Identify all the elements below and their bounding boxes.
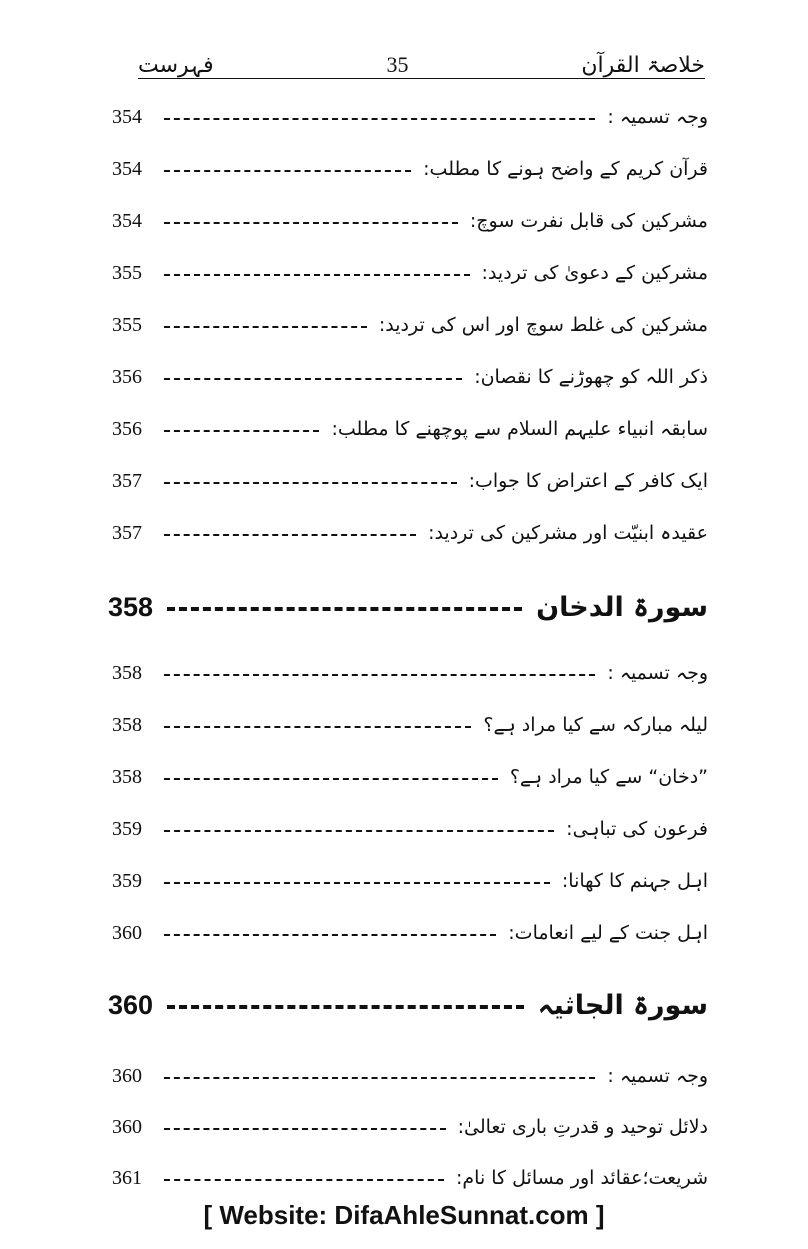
toc-entry[interactable]: [112, 357, 708, 397]
entry-page-number: 358: [112, 661, 142, 684]
dotted-leader: [164, 934, 496, 936]
entry-page-number: 360: [112, 921, 142, 944]
toc-entry[interactable]: [112, 253, 708, 293]
entry-title: قرآن کریم کے واضح ہونے کا مطلب:: [423, 158, 708, 180]
entry-title: دلائل توحید و قدرتِ باری تعالیٰ:: [457, 1116, 708, 1138]
entry-title: ذکر اللہ کو چھوڑنے کا نقصان:: [474, 366, 708, 388]
dotted-leader: [164, 326, 367, 328]
entry-title: شریعت؛عقائد اور مسائل کا نام:: [455, 1167, 708, 1189]
website-footer: [ Website: DifaAhleSunnat.com ]: [203, 1200, 605, 1230]
entry-page-number: 360: [112, 1064, 142, 1087]
dotted-leader: [164, 1128, 446, 1130]
dotted-leader: [164, 222, 458, 224]
toc-entry[interactable]: [112, 809, 708, 849]
entry-title: مشرکین کے دعویٰ کی تردید:: [481, 262, 708, 284]
entry-page-number: 356: [112, 365, 142, 388]
toc-entry[interactable]: [112, 149, 708, 189]
entry-title: اہل جنت کے لیے انعامات:: [508, 922, 708, 944]
entry-title: وجہ تسمیہ :: [607, 106, 708, 128]
entry-title: مشرکین کی قابل نفرت سوچ:: [469, 210, 708, 232]
entry-title: ایک کافر کے اعتراض کا جواب:: [468, 470, 708, 492]
section-label: فہرست: [138, 53, 214, 78]
entry-title: سابقہ انبیاء علیہم السلام سے پوچھنے کا مطلب:: [331, 418, 708, 440]
dotted-leader: [164, 118, 595, 120]
toc-entry[interactable]: [112, 1107, 708, 1147]
toc-entry[interactable]: [112, 305, 708, 345]
toc-entry[interactable]: [112, 1158, 708, 1198]
dotted-leader: [164, 726, 471, 728]
section-heading-dukhan[interactable]: [108, 582, 708, 632]
entry-title: مشرکین کی غلط سوچ اور اس کی تردید:: [378, 314, 708, 336]
toc-entry[interactable]: [112, 913, 708, 953]
dotted-leader: [164, 274, 470, 276]
entry-title: اہل جہنم کا کھانا:: [561, 870, 708, 892]
entry-page-number: 354: [112, 105, 142, 128]
entry-page-number: 355: [112, 261, 142, 284]
entry-page-number: 357: [112, 469, 142, 492]
entry-page-number: 360: [112, 1115, 142, 1138]
entry-page-number: 356: [112, 417, 142, 440]
dotted-leader: [164, 482, 457, 484]
section-page-number: 358: [108, 591, 154, 622]
dotted-leader: [164, 778, 498, 780]
section-title: سورۃ الدخان: [536, 591, 708, 623]
entry-title: ”دخان“ سے کیا مراد ہے؟: [509, 766, 708, 788]
entry-page-number: 359: [112, 817, 142, 840]
section-heading-jathiya[interactable]: [108, 980, 708, 1030]
dotted-leader: [164, 830, 554, 832]
toc-entry[interactable]: [112, 513, 708, 553]
page-header: [138, 44, 705, 79]
entry-page-number: 358: [112, 765, 142, 788]
dashed-leader: [167, 1005, 524, 1009]
entry-title: فرعون کی تباہی:: [566, 818, 708, 840]
entry-page-number: 355: [112, 313, 142, 336]
dotted-leader: [164, 170, 411, 172]
toc-entry[interactable]: [112, 1056, 708, 1096]
dotted-leader: [164, 1179, 444, 1181]
entry-title: وجہ تسمیہ :: [607, 662, 708, 684]
toc-entry[interactable]: [112, 757, 708, 797]
toc-entry[interactable]: [112, 705, 708, 745]
toc-entry[interactable]: [112, 461, 708, 501]
entry-page-number: 358: [112, 713, 142, 736]
toc-entry[interactable]: [112, 201, 708, 241]
dotted-leader: [164, 882, 550, 884]
entry-title: وجہ تسمیہ :: [607, 1065, 708, 1087]
dotted-leader: [164, 1077, 595, 1079]
entry-page-number: 361: [112, 1166, 142, 1189]
toc-entry[interactable]: [112, 653, 708, 693]
toc-entry[interactable]: [112, 97, 708, 137]
section-title: سورۃ الجاثیہ: [537, 989, 708, 1021]
entry-page-number: 354: [112, 209, 142, 232]
toc-entry[interactable]: [112, 409, 708, 449]
entry-title: لیلہ مبارکہ سے کیا مراد ہے؟: [483, 714, 708, 736]
toc-entry[interactable]: [112, 861, 708, 901]
dotted-leader: [164, 534, 416, 536]
section-page-number: 360: [108, 989, 154, 1020]
dotted-leader: [164, 430, 319, 432]
dashed-leader: [167, 607, 522, 611]
entry-page-number: 359: [112, 869, 142, 892]
entry-title: عقیدہ ابنیّت اور مشرکین کی تردید:: [428, 522, 708, 544]
entry-page-number: 354: [112, 157, 142, 180]
entry-page-number: 357: [112, 521, 142, 544]
dotted-leader: [164, 378, 462, 380]
header-page-number: 35: [386, 52, 409, 77]
dotted-leader: [164, 674, 595, 676]
book-title: خلاصۃ القرآن: [581, 53, 705, 78]
